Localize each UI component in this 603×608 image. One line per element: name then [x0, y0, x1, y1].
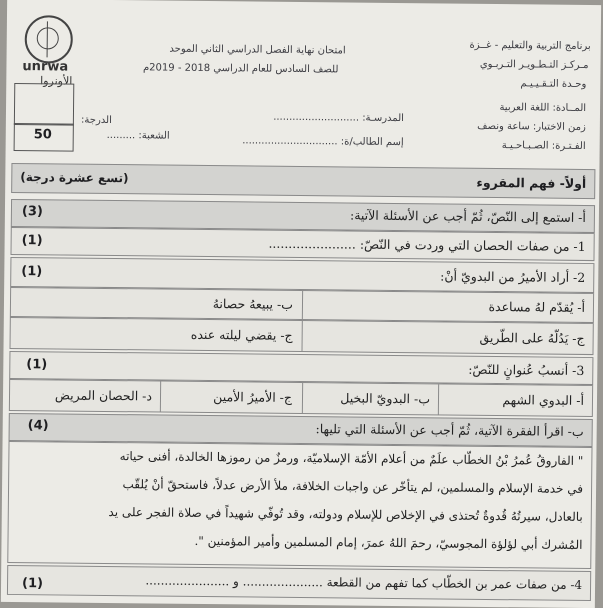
unrwa-logo-icon: [25, 15, 74, 64]
total-marks: 50: [33, 127, 52, 143]
exam-title-line-2: للصف السادس للعام الدراسي 2018 - 2019م: [142, 62, 339, 76]
org-line-1: برنامج التربية والتعليم - غــزة: [469, 39, 591, 53]
question-2: 2- أراد الأميرُ من البدويّ أنْ:: [440, 268, 586, 285]
logo-text-latin: unrwa: [22, 59, 69, 75]
question-3-options-row: [9, 379, 593, 417]
q3-option-d[interactable]: د- الحصان المريض: [54, 387, 153, 404]
section-1-header: [11, 163, 595, 199]
duration: زمن الاختبار: ساعة ونصف: [477, 120, 586, 133]
question-2-marks: (1): [21, 264, 43, 280]
exam-paper: [1, 0, 601, 608]
org-line-2: مـركـز التـطـويـر التـربـوي: [479, 58, 589, 71]
grade-label: الدرجة:: [81, 114, 112, 127]
student-name-field[interactable]: إسم الطالب/ة: ..............................: [242, 135, 404, 149]
part-b-marks: (4): [27, 418, 49, 434]
part-a-instruction: أ- استمع إلى النّصّ، ثُمّ أجب عن الأسئلة الآتية:: [349, 207, 586, 225]
paragraph-line-1: " الفاروقُ عُمرُ بْنُ الخطّاب علَمٌ من أعلام الأمّة الإسلاميّة، ورمزٌ من رموزها الخالدة، أفنى حياته: [119, 449, 584, 468]
question-4-marks: (1): [21, 576, 44, 592]
q2-option-b[interactable]: ب- يبيعهُ حصانهُ: [212, 296, 294, 312]
subject: المــادة: اللغة العربية: [499, 102, 587, 114]
q3-option-a[interactable]: أ- البدوي الشهم: [502, 392, 585, 408]
q2-option-d[interactable]: ج- يقضي ليلته عنده: [190, 326, 293, 343]
paragraph-line-4: المُشرك أبي لؤلؤة المجوسيّ، رحمَ اللهُ عمرَ، إمام المسلمين وأمير المؤمنين ".: [194, 533, 583, 552]
question-4: 4- من صفات عمر بن الخطّاب كما تفهم من القطعة ..................... و ......................: [145, 573, 583, 592]
question-2-options-row-2: [10, 317, 594, 355]
q2-option-c[interactable]: ج- يَدُلّهُ على الطّريق: [479, 329, 585, 346]
part-b-paragraph: [7, 441, 592, 569]
question-3: 3- أنسبُ عُنوانٍ للنّصّ:: [468, 361, 585, 378]
grade-box: [14, 83, 74, 126]
period: الفـتـرة: الصـبـاحـيـة: [501, 140, 586, 152]
q2-option-a[interactable]: أ- يُقدّم لهُ مساعدة: [488, 298, 586, 315]
question-1: 1- من صفات الحصان التي وردت في النّصّ: ......................: [268, 235, 586, 254]
part-b-instruction: ب- اقرأ الفقرة الآتية، ثُمّ أجب عن الأسئلة التي تليها:: [315, 421, 584, 439]
question-1-marks: (1): [21, 233, 43, 249]
question-1-row: [10, 227, 594, 261]
q3-option-b[interactable]: ب- البدويّ البخيل: [340, 390, 431, 407]
school-field[interactable]: المدرسـة: ...........................: [273, 111, 404, 125]
section-1-title: أولاً- فهم المقروء: [476, 174, 587, 191]
paragraph-line-2: في خدمة الإسلام والمسلمين، لم يتأخّر عن واجبات الخلافة، ملأ الأرض عدلاً، فاستحقّ أنْ يُلقّب: [122, 477, 584, 496]
logo-text-arabic: الأونروا: [40, 74, 73, 88]
part-a-marks: (3): [21, 204, 43, 220]
q3-option-c[interactable]: ج- الأميرُ الأمين: [213, 389, 293, 405]
question-4-row: [7, 565, 591, 601]
exam-title-line-1: امتحان نهاية الفصل الدراسي الثاني الموحد: [169, 43, 346, 57]
question-3-marks: (1): [26, 357, 48, 373]
paragraph-line-3: بالعادل، سيرتُهُ قُدوةٌ تُحتذى في الإخلاص للإسلام ودولته، وقد تُوفّي شهيداً في صلاة الفجر على يد: [108, 504, 583, 524]
section-field[interactable]: الشعبة: .........: [106, 129, 170, 142]
section-1-marks: (تسع عشرة درجة): [20, 170, 129, 186]
org-line-3: وحـدة التـقـيـيـم: [520, 78, 587, 90]
